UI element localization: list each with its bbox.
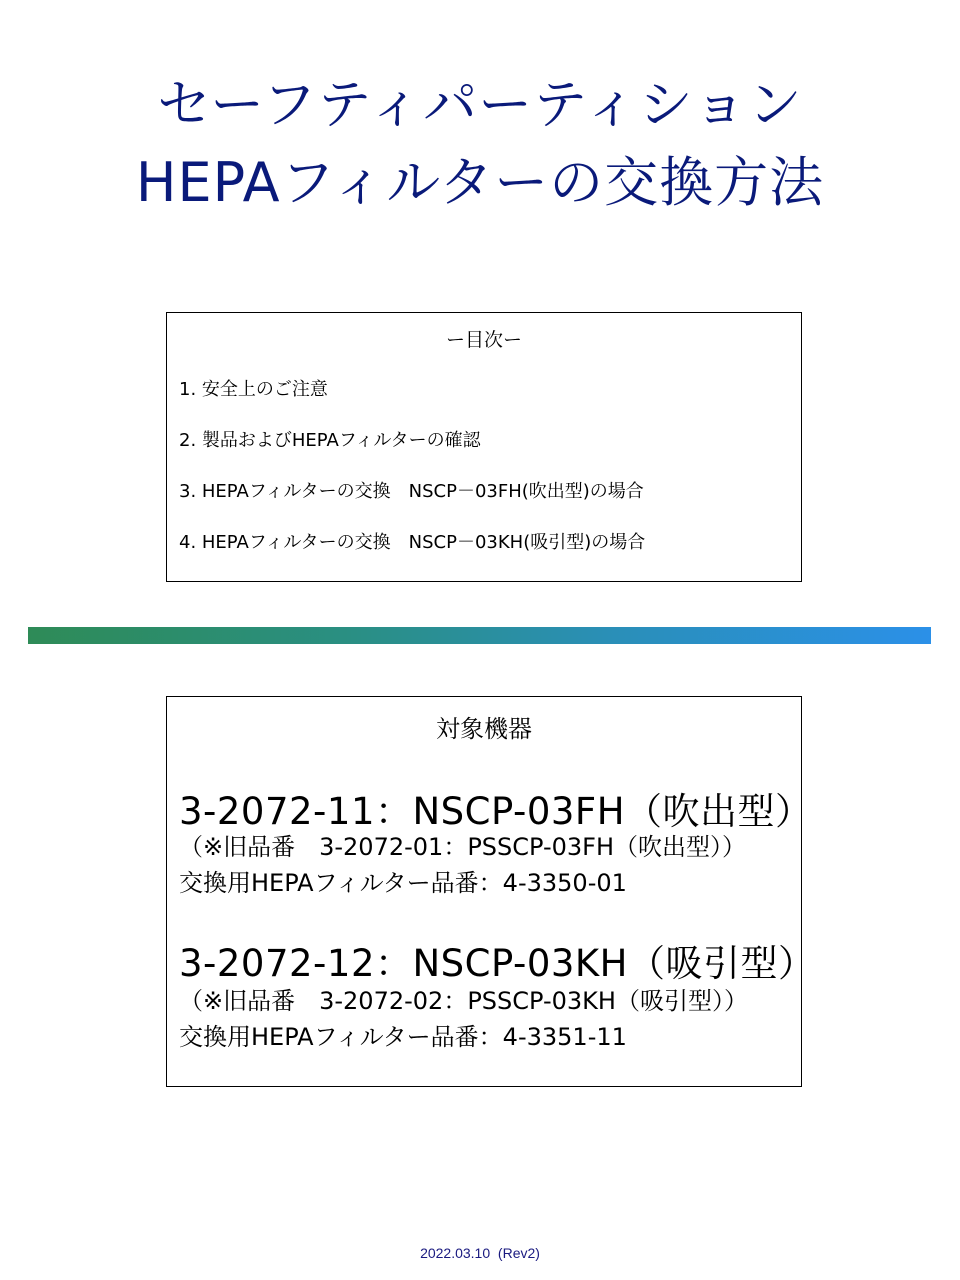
document-title-line-1: セーフティパーティション (157, 73, 803, 136)
document-title-line-2: HEPAフィルターの交換方法 (135, 151, 825, 214)
footer-date: 2022.03.10 (420, 1245, 491, 1261)
table-of-contents (166, 312, 802, 582)
toc-item: 3. HEPAフィルターの交換 NSCP－03FH(吹出型)の場合 (179, 481, 644, 502)
devices-heading: 対象機器 (436, 715, 532, 743)
toc-item: 2. 製品およびHEPAフィルターの確認 (179, 430, 481, 451)
replacement-filter-part-number: 交換用HEPAフィルター品番：4-3351-11 (179, 1023, 627, 1051)
footer-rev: (Rev2) (497, 1245, 540, 1261)
toc-item: 4. HEPAフィルターの交換 NSCP－03KH(吸引型)の場合 (179, 532, 646, 553)
replacement-filter-part-number: 交換用HEPAフィルター品番：4-3350-01 (179, 869, 627, 897)
toc-heading: ー目次ー (445, 329, 522, 351)
device-old-part-number: （※旧品番 3-2072-01：PSSCP-03FH（吹出型）） (179, 833, 747, 861)
device-model: 3-2072-12：NSCP-03KH（吸引型） (179, 942, 816, 985)
gradient-divider (28, 627, 931, 644)
target-devices-box (166, 696, 816, 1087)
footer-revision (0, 1245, 960, 1261)
device-model: 3-2072-11：NSCP-03FH（吹出型） (179, 790, 813, 833)
device-old-part-number: （※旧品番 3-2072-02：PSSCP-03KH（吸引型）） (179, 987, 748, 1015)
toc-item: 1. 安全上のご注意 (179, 379, 328, 400)
